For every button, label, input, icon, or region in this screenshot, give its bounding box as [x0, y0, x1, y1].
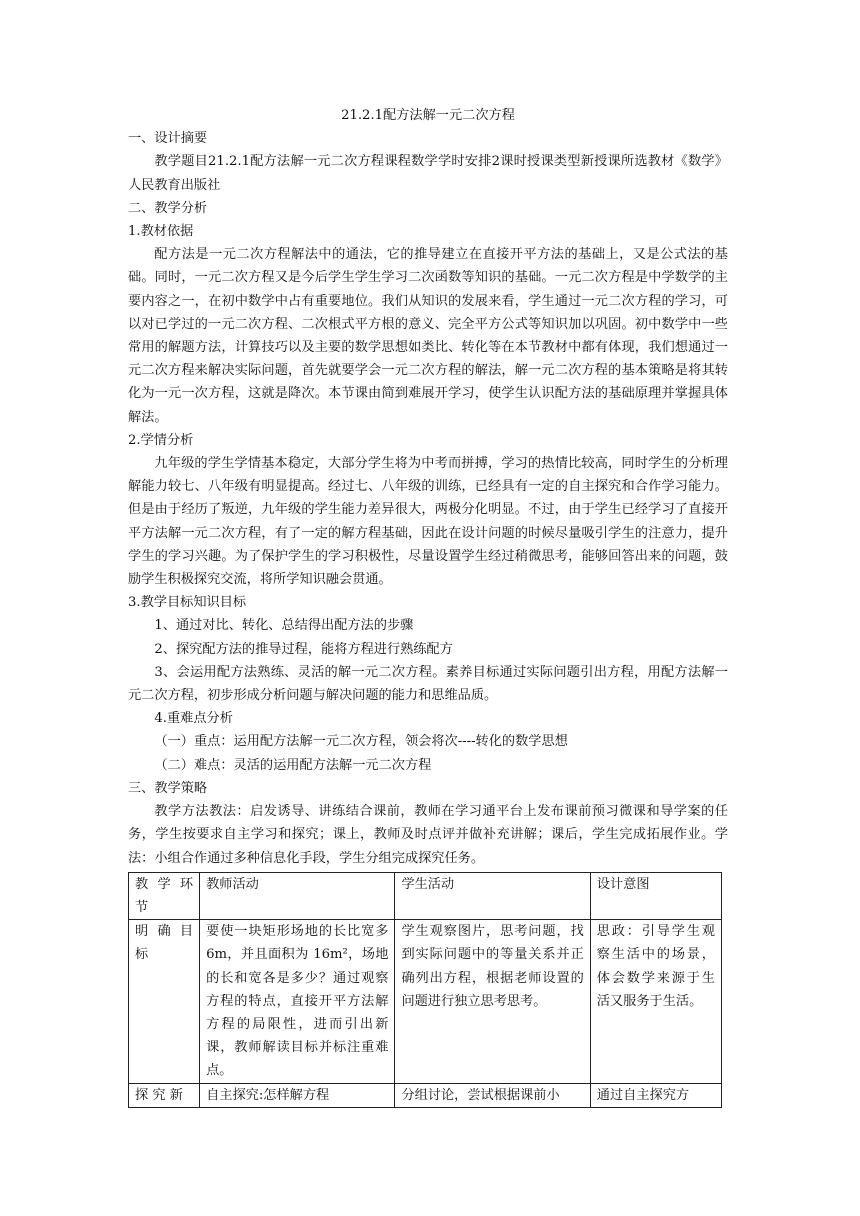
table-header-cell: 设计意图	[590, 872, 721, 919]
table-cell: 通过自主探究方	[590, 1083, 721, 1107]
list-item: 3、会运用配方法熟练、灵活的解一元二次方程。素养目标通过实际问题引出方程，用配方法解一元二次方程，初步形成分析问题与解决问题的能力和思维品质。	[128, 664, 728, 704]
section-heading: 二、教学分析	[128, 200, 208, 216]
paragraph: 九年级的学生学情基本稳定，大部分学生将为中考而拼搏，学习的热情比较高，同时学生的分析理解能力较七、八年级有明显提高。经过七、八年级的训练，已经具有一定的自主探究和合作学习能力。但是由于经历了叛逆，九年级的学生能力差异很大，两极分化明显。不过，由于学生已经学习了直接开平方法解一元二次方程，有了一定的解方程基础，因此在设计问题的时候尽量吸引学生的注意力，提升学生的学习兴趣。为了保护学生的学习积极性，尽量设置学生经过稍微思考，能够回答出来的问题，鼓励学生积极探究交流，将所学知识融会贯通。	[128, 456, 728, 588]
section-heading: 三、教学策略	[128, 780, 208, 796]
section-heading: 一、设计摘要	[128, 131, 208, 147]
subsection-heading: 2.学情分析	[128, 432, 194, 448]
table-cell: 明 确 目 标	[129, 920, 200, 1083]
table-cell: 思政：引导学生观察生活中的场景，体会数学来源于生活又服务于生活。	[590, 920, 721, 1083]
paragraph: 配方法是一元二次方程解法中的通法，它的推导建立在直接开平方法的基础上，又是公式法的基础。同时，一元二次方程又是今后学生学生学习二次函数等知识的基础。一元二次方程是中学数学的主要内容之一，在初中数学中占有重要地位。我们从知识的发展来看，学生通过一元二次方程的学习，可以对已学过的一元二次方程、二次根式平方根的意义、完全平方公式等知识加以巩固。初中数学中一些常用的解题方法，计算技巧以及主要的数学思想如类比、转化等在本节教材中都有体现，我们想通过一元二次方程来解决实际问题，首先就要学会一元二次方程的解法，解一元二次方程的基本策略是将其转化为一元一次方程，这就是降次。本节课由简到难展开学习，使学生认识配方法的基础原理并掌握具体解法。	[128, 247, 728, 425]
page-title: 21.2.1配方法解一元二次方程	[341, 108, 515, 123]
subsection-heading: 3.教学目标知识目标	[128, 595, 247, 611]
table-cell: 分组讨论，尝试根据课前小	[395, 1083, 590, 1107]
table-row	[129, 920, 722, 1083]
table-cell: 自主探究:怎样解方程	[200, 1083, 395, 1107]
table-header-row	[129, 872, 722, 919]
table-header-cell: 学生活动	[395, 872, 590, 919]
list-item: 1、通过对比、转化、总结得出配方法的步骤	[154, 618, 414, 634]
document-body	[128, 104, 728, 1108]
list-item: 2、探究配方法的推导过程，能将方程进行熟练配方	[154, 641, 453, 657]
paragraph: 教学题目21.2.1配方法解一元二次方程课程数学学时安排2课时授课类型新授课所选教材《数学》人民教育出版社	[128, 154, 728, 193]
subsection-heading: 1.教材依据	[128, 224, 194, 240]
subsection-heading: 4.重难点分析	[154, 711, 233, 727]
table-cell: 要使一块矩形场地的长比宽多6m，并且面积为 16m²，场地的长和宽各是多少？通过观察方程的特点，直接开平方法解方程的局限性，进而引出新课，教师解读目标并标注重难点。	[200, 920, 395, 1083]
table-cell: 探 究 新	[129, 1083, 200, 1107]
key-point: （一）重点：运用配方法解一元二次方程，领会将次----转化的数学思想	[154, 734, 568, 750]
table-cell: 学生观察图片，思考问题，找到实际问题中的等量关系并正确列出方程，根据老师设置的问题进行独立思考思考。	[395, 920, 590, 1083]
lesson-plan-table	[128, 872, 722, 1108]
table-row	[129, 1083, 722, 1107]
table-header-cell: 教师活动	[200, 872, 395, 919]
table-header-cell: 教 学 环 节	[129, 872, 200, 919]
difficult-point: （二）难点：灵活的运用配方法解一元二次方程	[154, 757, 432, 773]
paragraph: 教学方法教法：启发诱导、讲练结合课前，教师在学习通平台上发布课前预习微课和导学案的任务，学生按要求自主学习和探究；课上，教师及时点评并做补充讲解；课后，学生完成拓展作业。学法：小组合作通过多种信息化手段，学生分组完成探究任务。	[128, 804, 728, 866]
